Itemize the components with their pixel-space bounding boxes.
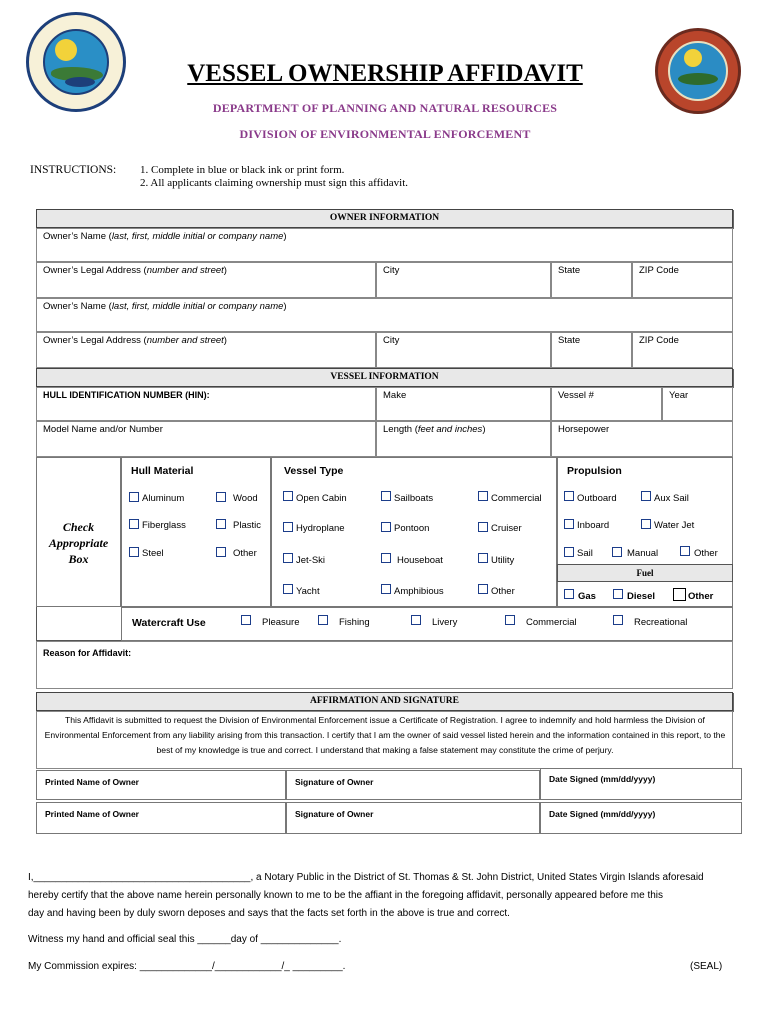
recreational-checkbox[interactable] xyxy=(613,615,623,625)
livery-checkbox[interactable] xyxy=(411,615,421,625)
outboard-label: Outboard xyxy=(577,493,617,504)
make-field[interactable]: Make xyxy=(376,387,551,421)
water-jet-label: Water Jet xyxy=(654,520,695,531)
propulsion-column xyxy=(557,457,733,607)
division-heading: DIVISION OF ENVIRONMENTAL ENFORCEMENT xyxy=(239,127,531,141)
commercial-use-checkbox[interactable] xyxy=(505,615,515,625)
hull-material-heading: Hull Material xyxy=(131,465,194,477)
hull-other-checkbox[interactable] xyxy=(216,547,226,557)
houseboat-label: Houseboat xyxy=(397,555,443,566)
date-signed-field-2[interactable]: Date Signed (mm/dd/yyyy) xyxy=(540,802,742,834)
commercial-type-checkbox[interactable] xyxy=(478,491,488,501)
amphibious-checkbox[interactable] xyxy=(381,584,391,594)
page-title: VESSEL OWNERSHIP AFFIDAVIT xyxy=(187,60,583,87)
owner-information-header: OWNER INFORMATION xyxy=(36,209,733,228)
notary-line-2: hereby certify that the above name herein personally known to me to be the affiant in the foregoing affidavit, personally appeared before me this xyxy=(28,890,664,901)
owner-name-field-1[interactable]: Owner’s Name (last, first, middle initial or company name) xyxy=(36,228,733,262)
recreational-label: Recreational xyxy=(634,617,688,628)
owner-zip-field-2[interactable]: ZIP Code xyxy=(632,332,733,368)
printed-name-field-1[interactable]: Printed Name of Owner xyxy=(36,770,286,800)
aluminum-label: Aluminum xyxy=(142,493,185,504)
diesel-label: Diesel xyxy=(627,591,655,602)
type-other-label: Other xyxy=(491,586,515,597)
owner-city-field-1[interactable]: City xyxy=(376,262,551,298)
inboard-label: Inboard xyxy=(577,520,610,531)
watercraft-use-heading: Watercraft Use xyxy=(132,617,206,629)
affirmation-statement: This Affidavit is submitted to request the Division of Environmental Enforcement issue a Certificate of Registration. I agree to indemnify and hold harmless the Division of Environmental Enforcement from any liability arising from this transaction. I certify that I am the owner of said vessel listed herein and the information contained in this report, to the best of my knowledge is true and correct. I understand that making a false statement may constitute the crime of perjury. xyxy=(44,715,726,755)
plastic-checkbox[interactable] xyxy=(216,519,226,529)
wood-label: Wood xyxy=(233,493,258,504)
propulsion-heading: Propulsion xyxy=(567,465,622,477)
inboard-checkbox[interactable] xyxy=(564,519,574,529)
affirmation-header: AFFIRMATION AND SIGNATURE xyxy=(36,692,733,711)
notary-line-3: day and having been by duly sworn deposes and says that the facts set forth in the above is true and correct. xyxy=(28,908,510,919)
aux-sail-label: Aux Sail xyxy=(654,493,689,504)
vessel-type-heading: Vessel Type xyxy=(284,465,344,477)
horsepower-field[interactable]: Horsepower xyxy=(551,421,733,457)
fuel-other-label: Other xyxy=(688,591,714,602)
sail-label: Sail xyxy=(577,548,593,559)
open-cabin-checkbox[interactable] xyxy=(283,491,293,501)
pontoon-label: Pontoon xyxy=(394,523,430,534)
gas-label: Gas xyxy=(578,591,596,602)
hull-other-label: Other xyxy=(233,548,257,559)
pontoon-checkbox[interactable] xyxy=(381,522,391,532)
open-cabin-label: Open Cabin xyxy=(296,493,347,504)
steel-checkbox[interactable] xyxy=(129,547,139,557)
commercial-type-label: Commercial xyxy=(491,493,542,504)
notary-line-1: I,_______________________________________, a Notary Public in the District of St. Thomas & St. John District, United States Virgin Islands aforesaid xyxy=(28,872,704,883)
notary-commission-line: My Commission expires: _____________/____________/_ _________. xyxy=(28,961,346,972)
pleasure-checkbox[interactable] xyxy=(241,615,251,625)
prop-other-label: Other xyxy=(694,548,718,559)
notary-seal-label: (SEAL) xyxy=(690,961,723,972)
cruiser-checkbox[interactable] xyxy=(478,522,488,532)
owner-city-field-2[interactable]: City xyxy=(376,332,551,368)
wood-checkbox[interactable] xyxy=(216,492,226,502)
aluminum-checkbox[interactable] xyxy=(129,492,139,502)
fiberglass-checkbox[interactable] xyxy=(129,519,139,529)
date-signed-field-1[interactable]: Date Signed (mm/dd/yyyy) xyxy=(540,768,742,800)
signature-field-2[interactable]: Signature of Owner xyxy=(286,802,540,834)
yacht-checkbox[interactable] xyxy=(283,584,293,594)
livery-label: Livery xyxy=(432,617,458,628)
signature-field-1[interactable]: Signature of Owner xyxy=(286,770,540,800)
hydroplane-checkbox[interactable] xyxy=(283,522,293,532)
printed-name-field-2[interactable]: Printed Name of Owner xyxy=(36,802,286,834)
jet-ski-checkbox[interactable] xyxy=(283,553,293,563)
fuel-other-checkbox[interactable] xyxy=(673,588,686,601)
sailboats-label: Sailboats xyxy=(394,493,434,504)
pleasure-label: Pleasure xyxy=(262,617,300,628)
fuel-heading: Fuel xyxy=(636,568,654,578)
fishing-checkbox[interactable] xyxy=(318,615,328,625)
amphibious-label: Amphibious xyxy=(394,586,444,597)
hydroplane-label: Hydroplane xyxy=(296,523,345,534)
commercial-use-label: Commercial xyxy=(526,617,577,628)
yacht-label: Yacht xyxy=(296,586,320,597)
year-field[interactable]: Year xyxy=(662,387,733,421)
instruction-item: 2. All applicants claiming ownership must sign this affidavit. xyxy=(140,177,409,189)
steel-label: Steel xyxy=(142,548,164,559)
hin-field[interactable]: HULL IDENTIFICATION NUMBER (HIN): xyxy=(36,387,376,421)
instructions-label: INSTRUCTIONS: xyxy=(30,164,117,176)
department-heading: DEPARTMENT OF PLANNING AND NATURAL RESOURCES xyxy=(212,101,558,115)
utility-checkbox[interactable] xyxy=(478,553,488,563)
aux-sail-checkbox[interactable] xyxy=(641,491,651,501)
reason-for-affidavit-field[interactable]: Reason for Affidavit: xyxy=(36,641,733,689)
prop-other-checkbox[interactable] xyxy=(680,546,690,556)
notary-witness-line: Witness my hand and official seal this ______day of ______________. xyxy=(28,934,342,945)
water-jet-checkbox[interactable] xyxy=(641,519,651,529)
length-field[interactable]: Length (feet and inches) xyxy=(376,421,551,457)
fiberglass-label: Fiberglass xyxy=(142,520,186,531)
owner-state-field-2[interactable]: State xyxy=(551,332,632,368)
manual-checkbox[interactable] xyxy=(612,547,622,557)
vessel-information-header: VESSEL INFORMATION xyxy=(36,368,733,387)
plastic-label: Plastic xyxy=(233,520,261,531)
instruction-item: 1. Complete in blue or black ink or print form. xyxy=(140,164,345,176)
vessel-number-field[interactable]: Vessel # xyxy=(551,387,662,421)
gas-checkbox[interactable] xyxy=(564,589,574,599)
owner-address-field-1[interactable]: Owner’s Legal Address (number and street) xyxy=(36,262,376,298)
cruiser-label: Cruiser xyxy=(491,523,522,534)
sailboats-checkbox[interactable] xyxy=(381,491,391,501)
utility-label: Utility xyxy=(491,555,515,566)
model-field[interactable]: Model Name and/or Number xyxy=(36,421,376,457)
fishing-label: Fishing xyxy=(339,617,370,628)
jet-ski-label: Jet-Ski xyxy=(296,555,326,566)
owner-zip-field-1[interactable]: ZIP Code xyxy=(632,262,733,298)
outboard-checkbox[interactable] xyxy=(564,491,574,501)
owner-address-field-2[interactable]: Owner’s Legal Address (number and street) xyxy=(36,332,376,368)
type-other-checkbox[interactable] xyxy=(478,584,488,594)
sail-checkbox[interactable] xyxy=(564,547,574,557)
manual-label: Manual xyxy=(627,548,659,559)
owner-name-field-2[interactable]: Owner’s Name (last, first, middle initial or company name) xyxy=(36,298,733,332)
houseboat-checkbox[interactable] xyxy=(381,553,391,563)
diesel-checkbox[interactable] xyxy=(613,589,623,599)
check-appropriate-box-label: Check Appropriate Box xyxy=(48,520,109,566)
owner-state-field-1[interactable]: State xyxy=(551,262,632,298)
hull-material-column xyxy=(121,457,271,607)
